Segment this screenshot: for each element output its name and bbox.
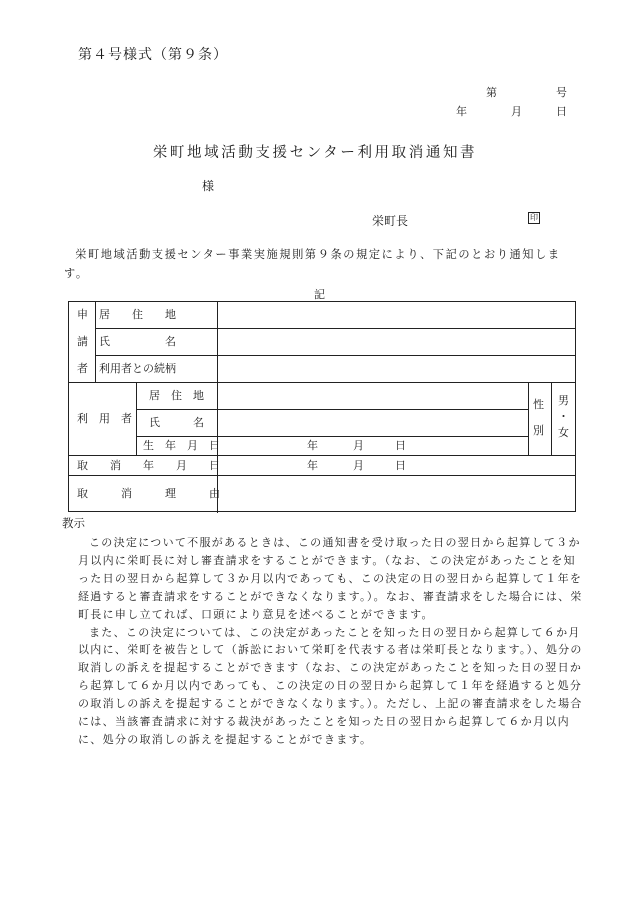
birth-day-label: 日 bbox=[395, 439, 406, 452]
cancel-date-label: 取 消 年 月 日 bbox=[77, 459, 220, 472]
instruction-heading: 教示 bbox=[62, 516, 85, 530]
cancel-date-day: 日 bbox=[395, 459, 406, 472]
sex-option-male: 男 bbox=[558, 394, 569, 407]
user-name-label: 氏 名 bbox=[149, 416, 204, 429]
applicant-name-label: 氏 名 bbox=[99, 335, 176, 348]
row-line bbox=[136, 436, 528, 437]
sex-label-1: 性 bbox=[533, 398, 544, 411]
row-line bbox=[136, 409, 528, 410]
instruction-paragraph-2: また、この決定については、この決定があったことを知った日の翌日から起算して６か月以内に、栄町を被告として（訴訟において栄町を代表する者は栄町長となります。）、処分の取消しの訴えを提起することができます（なお、この決定があったことを知った日の翌日から起算して６か月以内であっても、この決定の日の翌日から起算して１年を経過すると処分の取消しの訴えを提起することができなくなります。）。ただし、上記の審査請求をした場合には、当該審査請求に対する裁決があったことを知った日の翌日から起算して６か月以内に、処分の取消しの訴えを提起することができます。 bbox=[78, 625, 583, 746]
applicant-label-2: 請 bbox=[77, 335, 88, 348]
document-title: 栄町地域活動支援センター利用取消通知書 bbox=[152, 145, 478, 161]
instruction-body bbox=[78, 534, 586, 749]
col-line bbox=[528, 382, 529, 455]
col-line bbox=[217, 302, 218, 513]
row-line bbox=[69, 475, 576, 476]
row-line bbox=[95, 355, 576, 356]
user-group-label: 利 用 者 bbox=[77, 412, 132, 425]
intro-text bbox=[64, 245, 584, 283]
applicant-address-label: 居 住 地 bbox=[99, 308, 176, 321]
row-line bbox=[69, 455, 576, 456]
sex-option-separator: ・ bbox=[558, 410, 569, 423]
user-address-label: 居 住 地 bbox=[149, 389, 204, 402]
applicant-label-1: 申 bbox=[77, 308, 88, 321]
intro-paragraph: 栄町地域活動支援センター事業実施規則第９条の規定により、下記のとおり通知します。 bbox=[64, 248, 561, 280]
issue-date-day: 日 bbox=[556, 105, 567, 118]
col-line bbox=[551, 382, 552, 455]
form-number: 第４号様式（第９条） bbox=[78, 47, 228, 63]
ki-label: 記 bbox=[314, 288, 325, 301]
addressee-suffix: 様 bbox=[202, 179, 215, 193]
cancel-date-month: 月 bbox=[353, 459, 364, 472]
seal-mark: 印 bbox=[530, 213, 538, 222]
user-birth-label: 生 年 月 日 bbox=[143, 439, 220, 452]
cancel-date-year: 年 bbox=[307, 459, 318, 472]
col-line bbox=[136, 382, 137, 455]
issue-date-year: 年 bbox=[456, 105, 467, 118]
document-number-prefix: 第 bbox=[486, 86, 497, 99]
issue-date-month: 月 bbox=[511, 105, 522, 118]
sex-label-2: 別 bbox=[533, 424, 544, 437]
issuer-name: 栄町長 bbox=[372, 214, 409, 228]
col-line bbox=[95, 302, 96, 382]
cancel-reason-label: 取 消 理 由 bbox=[77, 487, 220, 500]
notice-table bbox=[68, 301, 576, 512]
document-number-suffix: 号 bbox=[556, 86, 567, 99]
instruction-paragraph-1: この決定について不服があるときは、この通知書を受け取った日の翌日から起算して３か月以内に栄町長に対し審査請求をすることができます。（なお、この決定があったことを知った日の翌日から起算して３か月以内であっても、この決定の日の翌日から起算して１年を経過すると審査請求をすることができなくなります。）。なお、審査請求をした場合には、栄町長に申し立てれば、口頭により意見を述べることができます。 bbox=[78, 536, 583, 621]
birth-year-label: 年 bbox=[307, 439, 318, 452]
row-line bbox=[95, 328, 576, 329]
applicant-label-3: 者 bbox=[77, 362, 88, 375]
sex-option-female: 女 bbox=[558, 426, 569, 439]
row-line bbox=[69, 382, 576, 383]
birth-month-label: 月 bbox=[353, 439, 364, 452]
applicant-relation-label: 利用者との続柄 bbox=[99, 362, 176, 375]
